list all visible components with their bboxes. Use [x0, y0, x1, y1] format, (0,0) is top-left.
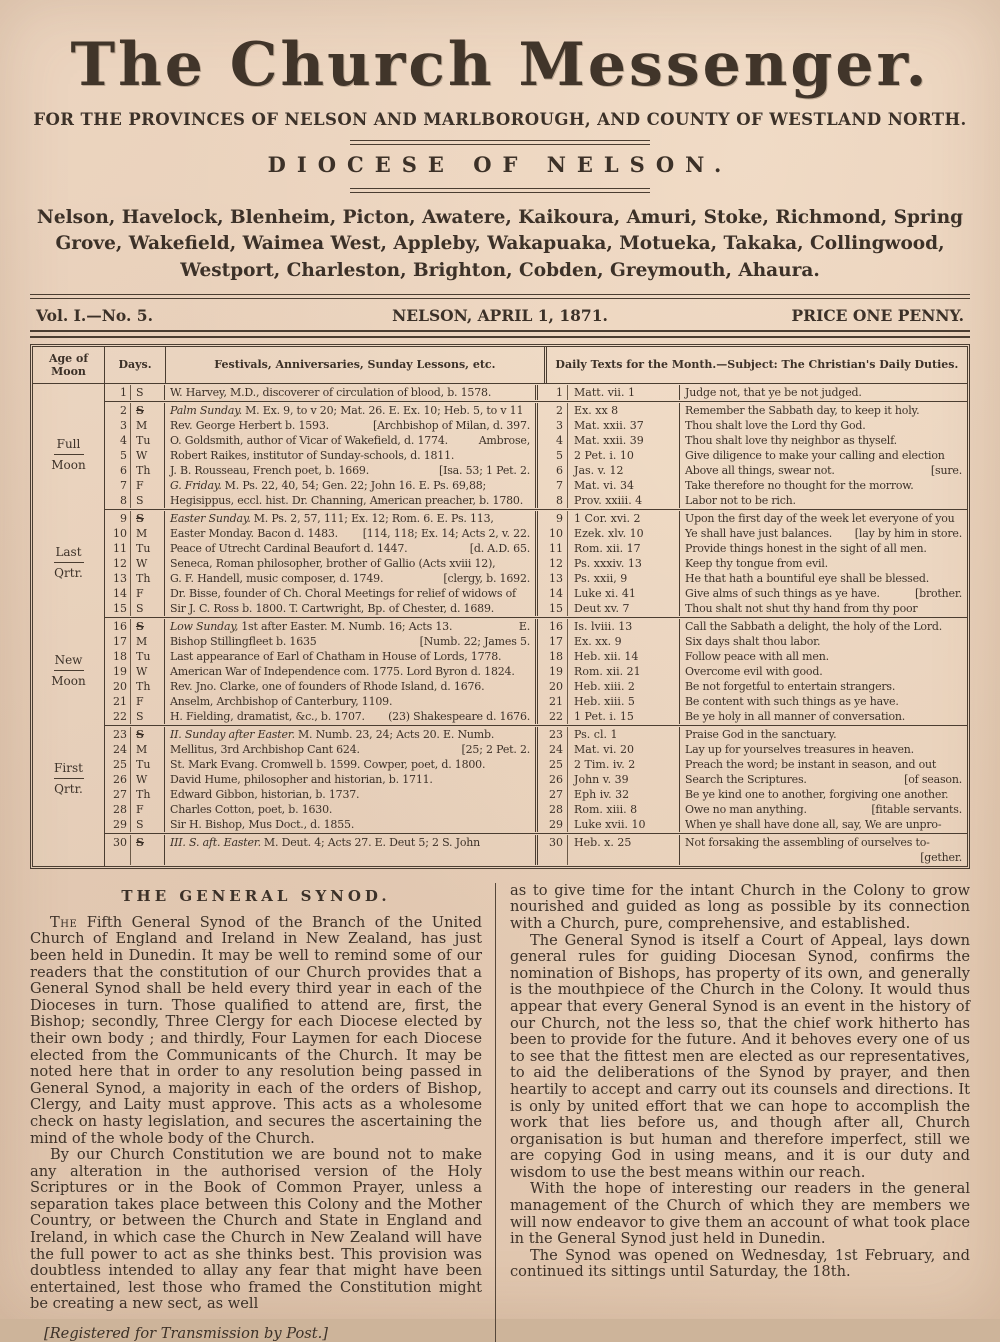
calendar-rows — [105, 833, 967, 866]
double-rule-divider — [350, 188, 650, 193]
scripture-reference: Jas. v. 12 — [568, 463, 680, 478]
day-number-right: 8 — [538, 493, 568, 508]
daily-text-cell: Be ye holy in all manner of conversation. — [685, 709, 906, 723]
article-paragraph: The General Synod is itself a Court of Appeal, lays down general rules for guiding Diocesan Synod, confirms the nomination of Bishops, has property of its own, and generally is the mouthpiece of the Church in the Colony. It would thus appear that every General Synod is an event in the history of our Church, not the less so, that the chief work hitherto has been to provide for the future. And it behoves every one of us to see that the fittest men are elected as our representatives, to aid the deliberations of the Synod by prayer, and then heartily to accept and carry out its counsels and directions. It is only by united effort that we can hope to accomplish the work that lies before us, and though after all, Church organisation is but human and therefore imperfect, still we are copying God in using means, and it is our duty and wisdom to use the best means within our reach. — [510, 931, 970, 1181]
day-number-right: 13 — [538, 571, 568, 586]
day-abbrev: Tu — [131, 433, 165, 448]
daily-text-cell: Give diligence to make your calling and election — [685, 448, 945, 462]
scripture-reference: Ps. cl. 1 — [568, 727, 680, 742]
scripture-reference: Rom. xii. 17 — [568, 541, 680, 556]
daily-text-cell: Praise God in the sanctuary. — [685, 727, 837, 741]
festival-cell: O. Goldsmith, author of Vicar of Wakefield, d. 1774. Ambrose, — [165, 433, 538, 448]
day-number: 20 — [105, 679, 131, 694]
day-abbrev: S — [131, 709, 165, 724]
festival-cell: Anselm, Archbishop of Canterbury, 1109. — [165, 694, 538, 709]
calendar-row — [105, 817, 967, 832]
calendar-group — [33, 833, 967, 866]
festival-name: G. Friday. — [170, 478, 222, 492]
moon-phase-word: Full — [56, 437, 81, 452]
registered-note: [Registered for Transmission by Post.] — [44, 1325, 328, 1342]
day-abbrev: M — [131, 418, 165, 433]
calendar-group — [33, 725, 967, 833]
festival-cell: Sir J. C. Ross b. 1800. T. Cartwright, Bp. of Chester, d. 1689. — [165, 601, 538, 616]
day-number: 22 — [105, 709, 131, 724]
daily-text-cell: Not forsaking the assembling of ourselves to- [gether. — [685, 835, 962, 864]
article-right-column — [495, 883, 970, 1342]
day-abbrev: W — [131, 556, 165, 571]
daily-text-cell: Above all things, swear not. [sure. — [685, 463, 962, 477]
masthead-subtitle: FOR THE PROVINCES OF NELSON AND MARLBOROUGH, AND COUNTY OF WESTLAND NORTH. — [33, 110, 967, 129]
day-abbrev: Th — [131, 463, 165, 478]
calendar-row — [105, 478, 967, 493]
day-number-right: 27 — [538, 787, 568, 802]
double-rule-divider — [350, 140, 650, 145]
day-number-right: 28 — [538, 802, 568, 817]
festival-cell: Dr. Bisse, founder of Ch. Choral Meetings for relief of widows of — [165, 586, 538, 601]
daily-text-cell: Be content with such things as ye have. — [685, 694, 899, 708]
moon-phase-label — [33, 384, 105, 401]
scripture-reference: Heb. xiii. 2 — [568, 679, 680, 694]
daily-text-tail: [gether. — [920, 850, 962, 864]
daily-text-cell: Preach the word; be instant in season, and out — [685, 757, 937, 771]
festival-tail: [Archbishop of Milan, d. 397. — [373, 418, 531, 432]
day-abbrev: S — [131, 727, 165, 742]
day-abbrev: F — [131, 802, 165, 817]
day-number: 30 — [105, 835, 131, 865]
festival-name: Palm Sunday. — [170, 403, 243, 417]
calendar-row — [105, 742, 967, 757]
festival-tail: (23) Shakespeare d. 1676. — [388, 709, 531, 723]
day-abbrev: F — [131, 586, 165, 601]
day-abbrev: S — [131, 835, 165, 865]
day-number: 17 — [105, 634, 131, 649]
day-number: 10 — [105, 526, 131, 541]
day-number-right: 2 — [538, 403, 568, 418]
day-number-right: 4 — [538, 433, 568, 448]
festival-cell: II. Sunday after Easter. M. Numb. 23, 24; Acts 20. E. Numb. — [165, 727, 538, 742]
day-abbrev: S — [131, 403, 165, 418]
festival-cell: American War of Independence com. 1775. Lord Byron d. 1824. — [165, 664, 538, 679]
scripture-reference: Prov. xxiii. 4 — [568, 493, 680, 508]
day-number-right: 5 — [538, 448, 568, 463]
calendar-row — [105, 601, 967, 616]
header-daily-texts: Daily Texts for the Month.—Subject: The Christian's Daily Duties. — [555, 358, 959, 372]
day-number: 12 — [105, 556, 131, 571]
calendar-group — [33, 384, 967, 401]
calendar-row — [105, 526, 967, 541]
daily-text-cell: Thou shalt not shut thy hand from thy poor — [685, 601, 918, 615]
day-number: 7 — [105, 478, 131, 493]
daily-text-tail: [fitable servants. — [871, 802, 962, 816]
day-abbrev: S — [131, 493, 165, 508]
scripture-reference: Mat. vi. 20 — [568, 742, 680, 757]
scripture-reference: John v. 39 — [568, 772, 680, 787]
daily-text-tail: [lay by him in store. — [854, 526, 962, 540]
calendar-row — [105, 757, 967, 772]
day-number: 26 — [105, 772, 131, 787]
calendar-row — [105, 385, 967, 400]
calendar-header-row — [33, 347, 967, 384]
day-number-right: 14 — [538, 586, 568, 601]
festival-cell: Charles Cotton, poet, b. 1630. — [165, 802, 538, 817]
day-number-right: 20 — [538, 679, 568, 694]
day-number: 27 — [105, 787, 131, 802]
calendar-groups — [33, 384, 967, 866]
heavy-rule-divider — [30, 330, 970, 338]
calendar-row — [105, 493, 967, 508]
header-days: Days. — [105, 347, 166, 383]
moon-phase-label — [33, 617, 105, 725]
masthead-title: The Church Messenger. — [70, 30, 930, 100]
scripture-reference: Heb. xii. 14 — [568, 649, 680, 664]
festival-cell: Last appearance of Earl of Chatham in House of Lords, 1778. — [165, 649, 538, 664]
day-abbrev: S — [131, 511, 165, 526]
calendar-rows — [105, 509, 967, 617]
festival-cell: W. Harvey, M.D., discoverer of circulation of blood, b. 1578. — [165, 385, 538, 400]
festival-tail: [25; 2 Pet. 2. — [461, 742, 531, 756]
day-number: 23 — [105, 727, 131, 742]
daily-text-cell: Overcome evil with good. — [685, 664, 823, 678]
calendar-row — [105, 511, 967, 526]
calendar-row — [105, 802, 967, 817]
day-abbrev: W — [131, 772, 165, 787]
day-number-right: 1 — [538, 385, 568, 400]
calendar-group — [33, 509, 967, 617]
day-abbrev: W — [131, 664, 165, 679]
day-number: 3 — [105, 418, 131, 433]
scripture-reference: Heb. xiii. 5 — [568, 694, 680, 709]
moon-phase-word: First — [54, 761, 83, 776]
daily-text-tail: [sure. — [930, 463, 962, 477]
festival-cell: III. S. aft. Easter. M. Deut. 4; Acts 27. E. Deut 5; 2 S. John — [165, 835, 538, 865]
dateline: NELSON, APRIL 1, 1871. — [392, 305, 608, 325]
festival-cell: G. F. Handell, music composer, d. 1749. [clergy, b. 1692. — [165, 571, 538, 586]
day-abbrev: Tu — [131, 649, 165, 664]
day-number-right: 7 — [538, 478, 568, 493]
festival-tail: [d. A.D. 65. — [469, 541, 531, 555]
parish-list: Nelson, Havelock, Blenheim, Picton, Awatere, Kaikoura, Amuri, Stoke, Richmond, Spring Grove, Wakefield, Waimea West, Appleby, Wakapuaka, Motueka, Takaka, Collingwood, Westport, Charleston, Brighton, Cobden, Greymouth, Ahaura. — [36, 207, 964, 281]
day-number: 5 — [105, 448, 131, 463]
festival-cell: Hegisippus, eccl. hist. Dr. Channing, American preacher, b. 1780. — [165, 493, 538, 508]
scripture-reference: Ex. xx. 9 — [568, 634, 680, 649]
day-abbrev: S — [131, 619, 165, 634]
day-number: 19 — [105, 664, 131, 679]
article-paragraph: as to give time for the intant Church in the Colony to grow nourished and guided as long as possible by its connection with a Church, pure, comprehensive, and established. — [510, 881, 970, 932]
day-number-right: 18 — [538, 649, 568, 664]
day-number: 15 — [105, 601, 131, 616]
general-synod-article — [30, 883, 970, 1342]
calendar-row — [105, 835, 967, 865]
daily-text-cell: Call the Sabbath a delight, the holy of the Lord. — [685, 619, 943, 633]
day-number: 1 — [105, 385, 131, 400]
scripture-reference: Matt. vii. 1 — [568, 385, 680, 400]
scripture-reference: Rom. xii. 21 — [568, 664, 680, 679]
moon-phase-divider — [54, 670, 84, 671]
moon-phase-label — [33, 509, 105, 617]
scripture-reference: Ps. xxxiv. 13 — [568, 556, 680, 571]
diocese-line: DIOCESE OF NELSON. — [267, 152, 733, 177]
article-paragraph: The Synod was opened on Wednesday, 1st February, and continued its sittings until Saturday, the 18th. — [510, 1246, 970, 1281]
day-abbrev: S — [131, 601, 165, 616]
day-number: 4 — [105, 433, 131, 448]
header-festivals: Festivals, Anniversaries, Sunday Lessons, etc. — [166, 347, 547, 383]
moon-phase-word: Moon — [51, 674, 86, 689]
calendar-row — [105, 619, 967, 634]
festival-cell: Rev. George Herbert b. 1593. [Archbishop of Milan, d. 397. — [165, 418, 538, 433]
calendar-row — [105, 403, 967, 418]
day-number-right: 21 — [538, 694, 568, 709]
festival-tail: [Numb. 22; James 5. — [419, 634, 531, 648]
festival-cell: J. B. Rousseau, French poet, b. 1669. [Isa. 53; 1 Pet. 2. — [165, 463, 538, 478]
daily-text-cell: Take therefore no thought for the morrow. — [685, 478, 914, 492]
article-paragraph: The Fifth General Synod of the Branch of the United Church of England and Ireland in New Zealand, has just been held in Dunedin. It may be well to remind some of our readers that the constitution of our Church provides that a General Synod shall be held every third year in each of the Dioceses in turn. Those qualified to attend are, first, the Bishop; secondly, Three Clergy for each Diocese elected by their own body ; and thirdly, Four Laymen for each Diocese elected from the Communicants of the Church. It may be noted here that in order to any resolution being passed in General Synod, a majority in each of the orders of Bishop, Clergy, and Laity must approve. This acts as a wholesome check on hasty legislation, and secures the ascertaining the mind of the whole body of the Church. — [30, 913, 482, 1147]
moon-phase-word: Qrtr. — [54, 782, 83, 797]
day-number: 18 — [105, 649, 131, 664]
day-abbrev: F — [131, 694, 165, 709]
festival-cell: Sir H. Bishop, Mus Doct., d. 1855. — [165, 817, 538, 832]
calendar-rows — [105, 617, 967, 725]
day-number: 11 — [105, 541, 131, 556]
masthead — [30, 32, 970, 338]
festival-tail: [clergy, b. 1692. — [443, 571, 531, 585]
calendar-row — [105, 418, 967, 433]
day-number-right: 26 — [538, 772, 568, 787]
daily-text-tail: [brother. — [915, 586, 962, 600]
scripture-reference: Mat. xxii. 37 — [568, 418, 680, 433]
scripture-reference: 1 Cor. xvi. 2 — [568, 511, 680, 526]
moon-phase-label — [33, 401, 105, 509]
festival-cell: Palm Sunday. M. Ex. 9, to v 20; Mat. 26. E. Ex. 10; Heb. 5, to v 11 — [165, 403, 538, 418]
calendar-row — [105, 448, 967, 463]
day-number-right: 24 — [538, 742, 568, 757]
day-abbrev: W — [131, 448, 165, 463]
day-number-right: 29 — [538, 817, 568, 832]
festival-name: III. S. aft. Easter. — [170, 835, 261, 849]
article-paragraph: By our Church Constitution we are bound not to make any alteration in the authorised version of the Holy Scriptures or in the Book of Common Prayer, unless a separation takes place between this Colony and the Mother Country, or between the Church and State in England and Ireland, in which case the Church in New Zealand will have the full power to act as she thinks best. This provision was doubtless intended to allay any fear that might have been entertained, lest those who framed the Constitution might be creating a new sect, as well — [30, 1146, 482, 1313]
calendar-row — [105, 571, 967, 586]
article-paragraph: With the hope of interesting our readers in the general management of the Church of which they are members we will now endeavor to give them an account of what took place in the General Synod just held in Dunedin. — [510, 1180, 970, 1248]
day-abbrev: Tu — [131, 757, 165, 772]
festival-name: Low Sunday, — [170, 619, 239, 633]
scripture-reference: 2 Pet. i. 10 — [568, 448, 680, 463]
day-number-right: 17 — [538, 634, 568, 649]
festival-tail: [Isa. 53; 1 Pet. 2. — [438, 463, 531, 477]
article-left-column — [30, 883, 482, 1342]
daily-text-cell: He that hath a bountiful eye shall be blessed. — [685, 571, 930, 585]
day-abbrev: Th — [131, 571, 165, 586]
calendar-row — [105, 727, 967, 742]
moon-phase-word: Moon — [51, 458, 86, 473]
moon-phase-word: Last — [55, 545, 82, 560]
day-number: 25 — [105, 757, 131, 772]
article-title: THE GENERAL SYNOD. — [121, 886, 391, 905]
lead-word: The — [50, 913, 78, 931]
issue-bar — [30, 299, 970, 330]
day-number: 9 — [105, 511, 131, 526]
calendar-row — [105, 709, 967, 724]
scripture-reference: Heb. x. 25 — [568, 835, 680, 865]
festival-cell: Mellitus, 3rd Archbishop Cant 624. [25; 2 Pet. 2. — [165, 742, 538, 757]
moon-phase-divider — [54, 562, 84, 563]
day-abbrev: M — [131, 742, 165, 757]
article-right-paragraphs — [510, 883, 970, 1281]
daily-text-cell: Six days shalt thou labor. — [685, 634, 821, 648]
daily-text-cell: Be not forgetful to entertain strangers. — [685, 679, 896, 693]
calendar-row — [105, 679, 967, 694]
calendar-row — [105, 586, 967, 601]
moon-phase-label — [33, 725, 105, 833]
festival-cell: Easter Monday. Bacon d. 1483. [114, 118; Ex. 14; Acts 2, v. 22. — [165, 526, 538, 541]
day-number: 2 — [105, 403, 131, 418]
calendar-row — [105, 433, 967, 448]
calendar-rows — [105, 384, 967, 401]
calendar-row — [105, 649, 967, 664]
scripture-reference: Is. lviii. 13 — [568, 619, 680, 634]
festival-cell: Peace of Utrecht Cardinal Beaufort d. 1447. [d. A.D. 65. — [165, 541, 538, 556]
festival-cell: Rev. Jno. Clarke, one of founders of Rhode Island, d. 1676. — [165, 679, 538, 694]
scripture-reference: Ps. xxii, 9 — [568, 571, 680, 586]
calendar-group — [33, 617, 967, 725]
daily-text-cell: Follow peace with all men. — [685, 649, 829, 663]
festival-cell: Low Sunday, 1st after Easter. M. Numb. 16; Acts 13. E. — [165, 619, 538, 634]
article-left-paragraphs — [30, 915, 482, 1313]
day-number: 24 — [105, 742, 131, 757]
calendar-row — [105, 664, 967, 679]
calendar-table — [30, 344, 970, 869]
calendar-row — [105, 694, 967, 709]
daily-text-cell: Ye shall have just balances. [lay by him in store. — [685, 526, 962, 540]
day-number-right: 12 — [538, 556, 568, 571]
festival-tail: [114, 118; Ex. 14; Acts 2, v. 22. — [362, 526, 531, 540]
festival-cell: David Hume, philosopher and historian, b. 1711. — [165, 772, 538, 787]
festival-cell: Edward Gibbon, historian, b. 1737. — [165, 787, 538, 802]
scripture-reference: Luke xi. 41 — [568, 586, 680, 601]
scripture-reference: Mat. vi. 34 — [568, 478, 680, 493]
day-number: 29 — [105, 817, 131, 832]
scripture-reference: Ex. xx 8 — [568, 403, 680, 418]
scripture-reference: 1 Pet. i. 15 — [568, 709, 680, 724]
moon-phase-word: Qrtr. — [54, 566, 83, 581]
day-abbrev: S — [131, 385, 165, 400]
daily-text-cell: Remember the Sabbath day, to keep it holy. — [685, 403, 920, 417]
festival-cell: St. Mark Evang. Cromwell b. 1599. Cowper, poet, d. 1800. — [165, 757, 538, 772]
scripture-reference: 2 Tim. iv. 2 — [568, 757, 680, 772]
festival-name: II. Sunday after Easter. — [170, 727, 295, 741]
day-number: 8 — [105, 493, 131, 508]
day-number: 16 — [105, 619, 131, 634]
price: PRICE ONE PENNY. — [791, 305, 965, 325]
daily-text-cell: When ye shall have done all, say, We are unpro- — [685, 817, 942, 831]
daily-text-cell: Judge not, that ye be not judged. — [685, 385, 862, 399]
day-number: 6 — [105, 463, 131, 478]
scripture-reference: Mat. xxii. 39 — [568, 433, 680, 448]
day-number-right: 23 — [538, 727, 568, 742]
festival-cell: Robert Raikes, institutor of Sunday-schools, d. 1811. — [165, 448, 538, 463]
day-number-right: 15 — [538, 601, 568, 616]
daily-text-cell: Lay up for yourselves treasures in heaven. — [685, 742, 914, 756]
scripture-reference: Deut xv. 7 — [568, 601, 680, 616]
calendar-rows — [105, 725, 967, 833]
festival-tail: Ambrose, — [478, 433, 531, 447]
scripture-reference: Luke xvii. 10 — [568, 817, 680, 832]
day-number-right: 22 — [538, 709, 568, 724]
calendar-row — [105, 556, 967, 571]
volume-number: Vol. I.—No. 5. — [36, 305, 153, 325]
day-abbrev: S — [131, 817, 165, 832]
festival-cell: G. Friday. M. Ps. 22, 40, 54; Gen. 22; John 16. E. Ps. 69,88; — [165, 478, 538, 493]
day-abbrev: Th — [131, 787, 165, 802]
day-number-right: 10 — [538, 526, 568, 541]
day-number: 13 — [105, 571, 131, 586]
moon-phase-label — [33, 833, 105, 866]
day-abbrev: Th — [131, 679, 165, 694]
day-number: 14 — [105, 586, 131, 601]
scripture-reference: Ezek. xlv. 10 — [568, 526, 680, 541]
daily-text-cell: Upon the first day of the week let everyone of you — [685, 511, 955, 525]
scripture-reference: Eph iv. 32 — [568, 787, 680, 802]
calendar-rows — [105, 401, 967, 509]
moon-phase-word: New — [54, 653, 83, 668]
daily-text-cell: Be ye kind one to another, forgiving one another. — [685, 787, 949, 801]
calendar-row — [105, 463, 967, 478]
daily-text-cell: Thou shalt love thy neighbor as thyself. — [685, 433, 897, 447]
day-number-right: 19 — [538, 664, 568, 679]
daily-text-cell: Owe no man anything. [fitable servants. — [685, 802, 962, 816]
daily-text-cell: Labor not to be rich. — [685, 493, 796, 507]
festival-cell: Bishop Stillingfleet b. 1635 [Numb. 22; James 5. — [165, 634, 538, 649]
moon-phase-divider — [54, 454, 84, 455]
day-number-right: 25 — [538, 757, 568, 772]
daily-text-cell: Keep thy tongue from evil. — [685, 556, 828, 570]
day-number-right: 3 — [538, 418, 568, 433]
day-number: 28 — [105, 802, 131, 817]
festival-cell: Seneca, Roman philosopher, brother of Gallio (Acts xviii 12), — [165, 556, 538, 571]
day-number: 21 — [105, 694, 131, 709]
day-number-right: 9 — [538, 511, 568, 526]
festival-cell: Easter Sunday. M. Ps. 2, 57, 111; Ex. 12; Rom. 6. E. Ps. 113, — [165, 511, 538, 526]
day-number-right: 11 — [538, 541, 568, 556]
festival-tail: E. — [518, 619, 531, 633]
day-abbrev: M — [131, 526, 165, 541]
festival-name: Easter Sunday. — [170, 511, 251, 525]
daily-text-cell: Search the Scriptures. [of season. — [685, 772, 962, 786]
scripture-reference: Rom. xiii. 8 — [568, 802, 680, 817]
moon-phase-divider — [54, 778, 84, 779]
header-age-of-moon: Age of Moon — [33, 347, 105, 383]
festival-cell: H. Fielding, dramatist, &c., b. 1707. (23) Shakespeare d. 1676. — [165, 709, 538, 724]
daily-text-cell: Provide things honest in the sight of all men. — [685, 541, 927, 555]
day-abbrev: M — [131, 634, 165, 649]
day-number-right: 6 — [538, 463, 568, 478]
calendar-group — [33, 401, 967, 509]
calendar-row — [105, 787, 967, 802]
day-abbrev: Tu — [131, 541, 165, 556]
calendar-row — [105, 634, 967, 649]
calendar-row — [105, 772, 967, 787]
daily-text-cell: Give alms of such things as ye have. [brother. — [685, 586, 962, 600]
day-abbrev: F — [131, 478, 165, 493]
calendar-row — [105, 541, 967, 556]
daily-text-tail: [of season. — [904, 772, 962, 786]
daily-text-cell: Thou shalt love the Lord thy God. — [685, 418, 866, 432]
day-number-right: 30 — [538, 835, 568, 865]
day-number-right: 16 — [538, 619, 568, 634]
